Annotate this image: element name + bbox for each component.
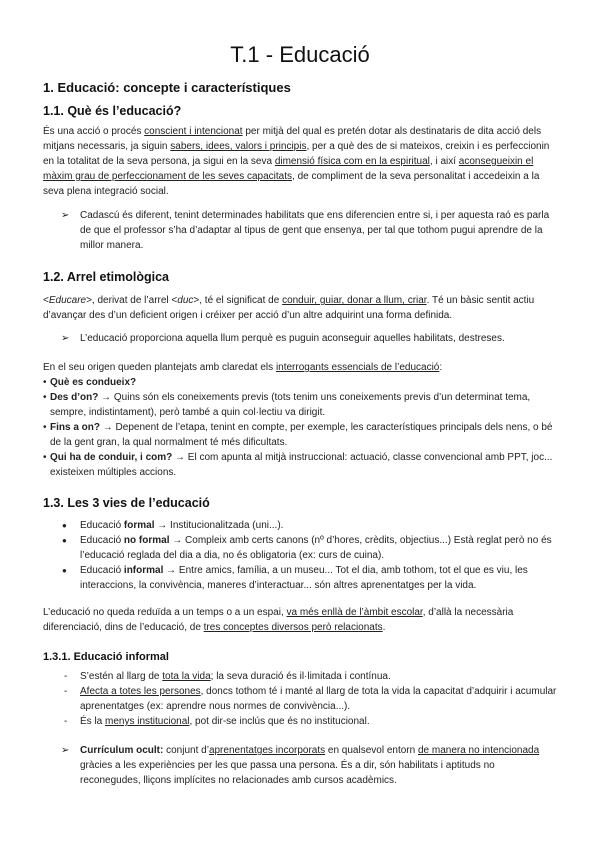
question-to-where: Fins a on? → Depenent de l’etapa, tenint en compte, per exemple, les característiques principals dels nens, o bé de la gent gran, la qual normalment té més dificultats.	[50, 422, 553, 448]
dot-bullet-icon: •	[43, 377, 47, 388]
page-title: T.1 - Educació	[230, 42, 370, 67]
paragraph-etymology: <Educare>, derivat de l’arrel <duc>, té el significat de conduir, guiar, donar a llum, criar. Té un bàsic sentit actiu d’avançar des d’un deficient origen i créixer per acció d’un altre adquirint una forma definida.	[43, 295, 535, 321]
informal-least-institutional: És la menys institucional, pot dir-se inclús que és no institucional.	[80, 716, 370, 727]
via-no-formal: Educació no formal → Compleix amb certs canons (nº d’hores, crèdits, objectius...) Està reglat però no és l’educació reglada del dia a dia, no és obligatoria (ex: curs de cuina).	[80, 535, 552, 561]
informal-all-people: Afecta a totes les persones, doncs tothom té i manté al llarg de tota la vida la capacitat d’adquirir i acumular aprenentatges (ex: aprendre nous normes de convivència...).	[80, 686, 557, 712]
via-formal: Educació formal → Institucionalitzada (uni...).	[80, 520, 284, 531]
question-what: Què es condueix?	[50, 377, 137, 388]
arrow-bullet-icon: ➢	[61, 333, 70, 344]
bullet-education-light: L’educació proporciona aquella llum perquè es puguin aconseguir aquelles habilitats, destreses.	[80, 333, 505, 344]
dash-bullet-icon: -	[64, 671, 68, 682]
dash-bullet-icon: -	[64, 686, 68, 697]
via-informal: Educació informal → Entre amics, família, a un museu... Tot el dia, amb tothom, tot el que es viu, les interaccions, la convivència, maneres d’interactuar... són altres aprenentatges per la vida.	[80, 565, 528, 591]
dash-bullet-icon: -	[64, 716, 68, 727]
informal-lifelong: S’estén al llarg de tota la vida; la seva duració és il·limitada i contínua.	[80, 671, 391, 682]
section-1-2-heading: 1.2. Arrel etimològica	[43, 270, 169, 284]
bullet-everyone-different: Cadascú és diferent, tenint determinades habilitats que ens diferencien entre si, i per aquesta raó es parla de que el professor s’ha d’adaptar al tipus de gent que ensenya, per tal que tothom pugui aprendre de la millor manera.	[80, 210, 550, 251]
dot-bullet-icon: •	[43, 452, 47, 463]
section-1-1-heading: 1.1. Què és l’educació?	[43, 104, 182, 118]
dot-bullet-icon: •	[43, 422, 47, 433]
paragraph-essential-questions: En el seu origen queden plantejats amb claredat els interrogants essencials de l’educació:	[43, 362, 443, 373]
arrow-bullet-icon: ➢	[61, 745, 70, 756]
paragraph-what-is-education: És una acció o procés conscient i intencionat per mitjà del qual es pretén dotar als destinataris de dita acció dels mitjans necessaris, ja siguin sabers, idees, valors i principis, per a què des de si mateixos, creixin i es perfeccionin en la totalitat de la seva persona, ja sigui en la seva dimensió física com en la espiritual, i així aconsegueixin el màxim grau de perfeccionament de les seves capacitats, de compliment de la seva personalitat i accedeixin a la seva plena integració social.	[43, 126, 550, 197]
circle-bullet-icon: ●	[62, 521, 67, 530]
question-who-how: Qui ha de conduir, i com? → El com apunta al mitjà instruccional: actuació, classe convencional amb PPT, joc... existeixen múltiples accions.	[50, 452, 553, 478]
dot-bullet-icon: •	[43, 392, 47, 403]
circle-bullet-icon: ●	[62, 566, 67, 575]
hidden-curriculum: Currículum ocult: conjunt d’aprenentatges incorporats en qualsevol entorn de manera no intencionada gràcies a les experiències per les que passa una persona. És a dir, són habilitats i aptituds no reconegudes, lliçons implícites no relacionades amb cursos acadèmics.	[80, 745, 540, 786]
question-from-where: Des d’on? → Quins són els coneixements previs (tots tenim uns coneixements previs d’un determinat tema, sempre, indistintament), però també a quin col·lectiu va dirigit.	[50, 392, 531, 418]
paragraph-beyond-school: L’educació no queda reduïda a un temps o a un espai, va més enllà de l’àmbit escolar, d’allà la necessària diferenciació, dins de l’educació, de tres conceptes diversos però relacionats.	[43, 607, 514, 633]
circle-bullet-icon: ●	[62, 536, 67, 545]
section-1-3-heading: 1.3. Les 3 vies de l’educació	[43, 496, 210, 510]
section-1-heading: 1. Educació: concepte i característiques	[43, 80, 291, 95]
arrow-bullet-icon: ➢	[61, 210, 70, 221]
section-1-3-1-heading: 1.3.1. Educació informal	[43, 651, 169, 663]
